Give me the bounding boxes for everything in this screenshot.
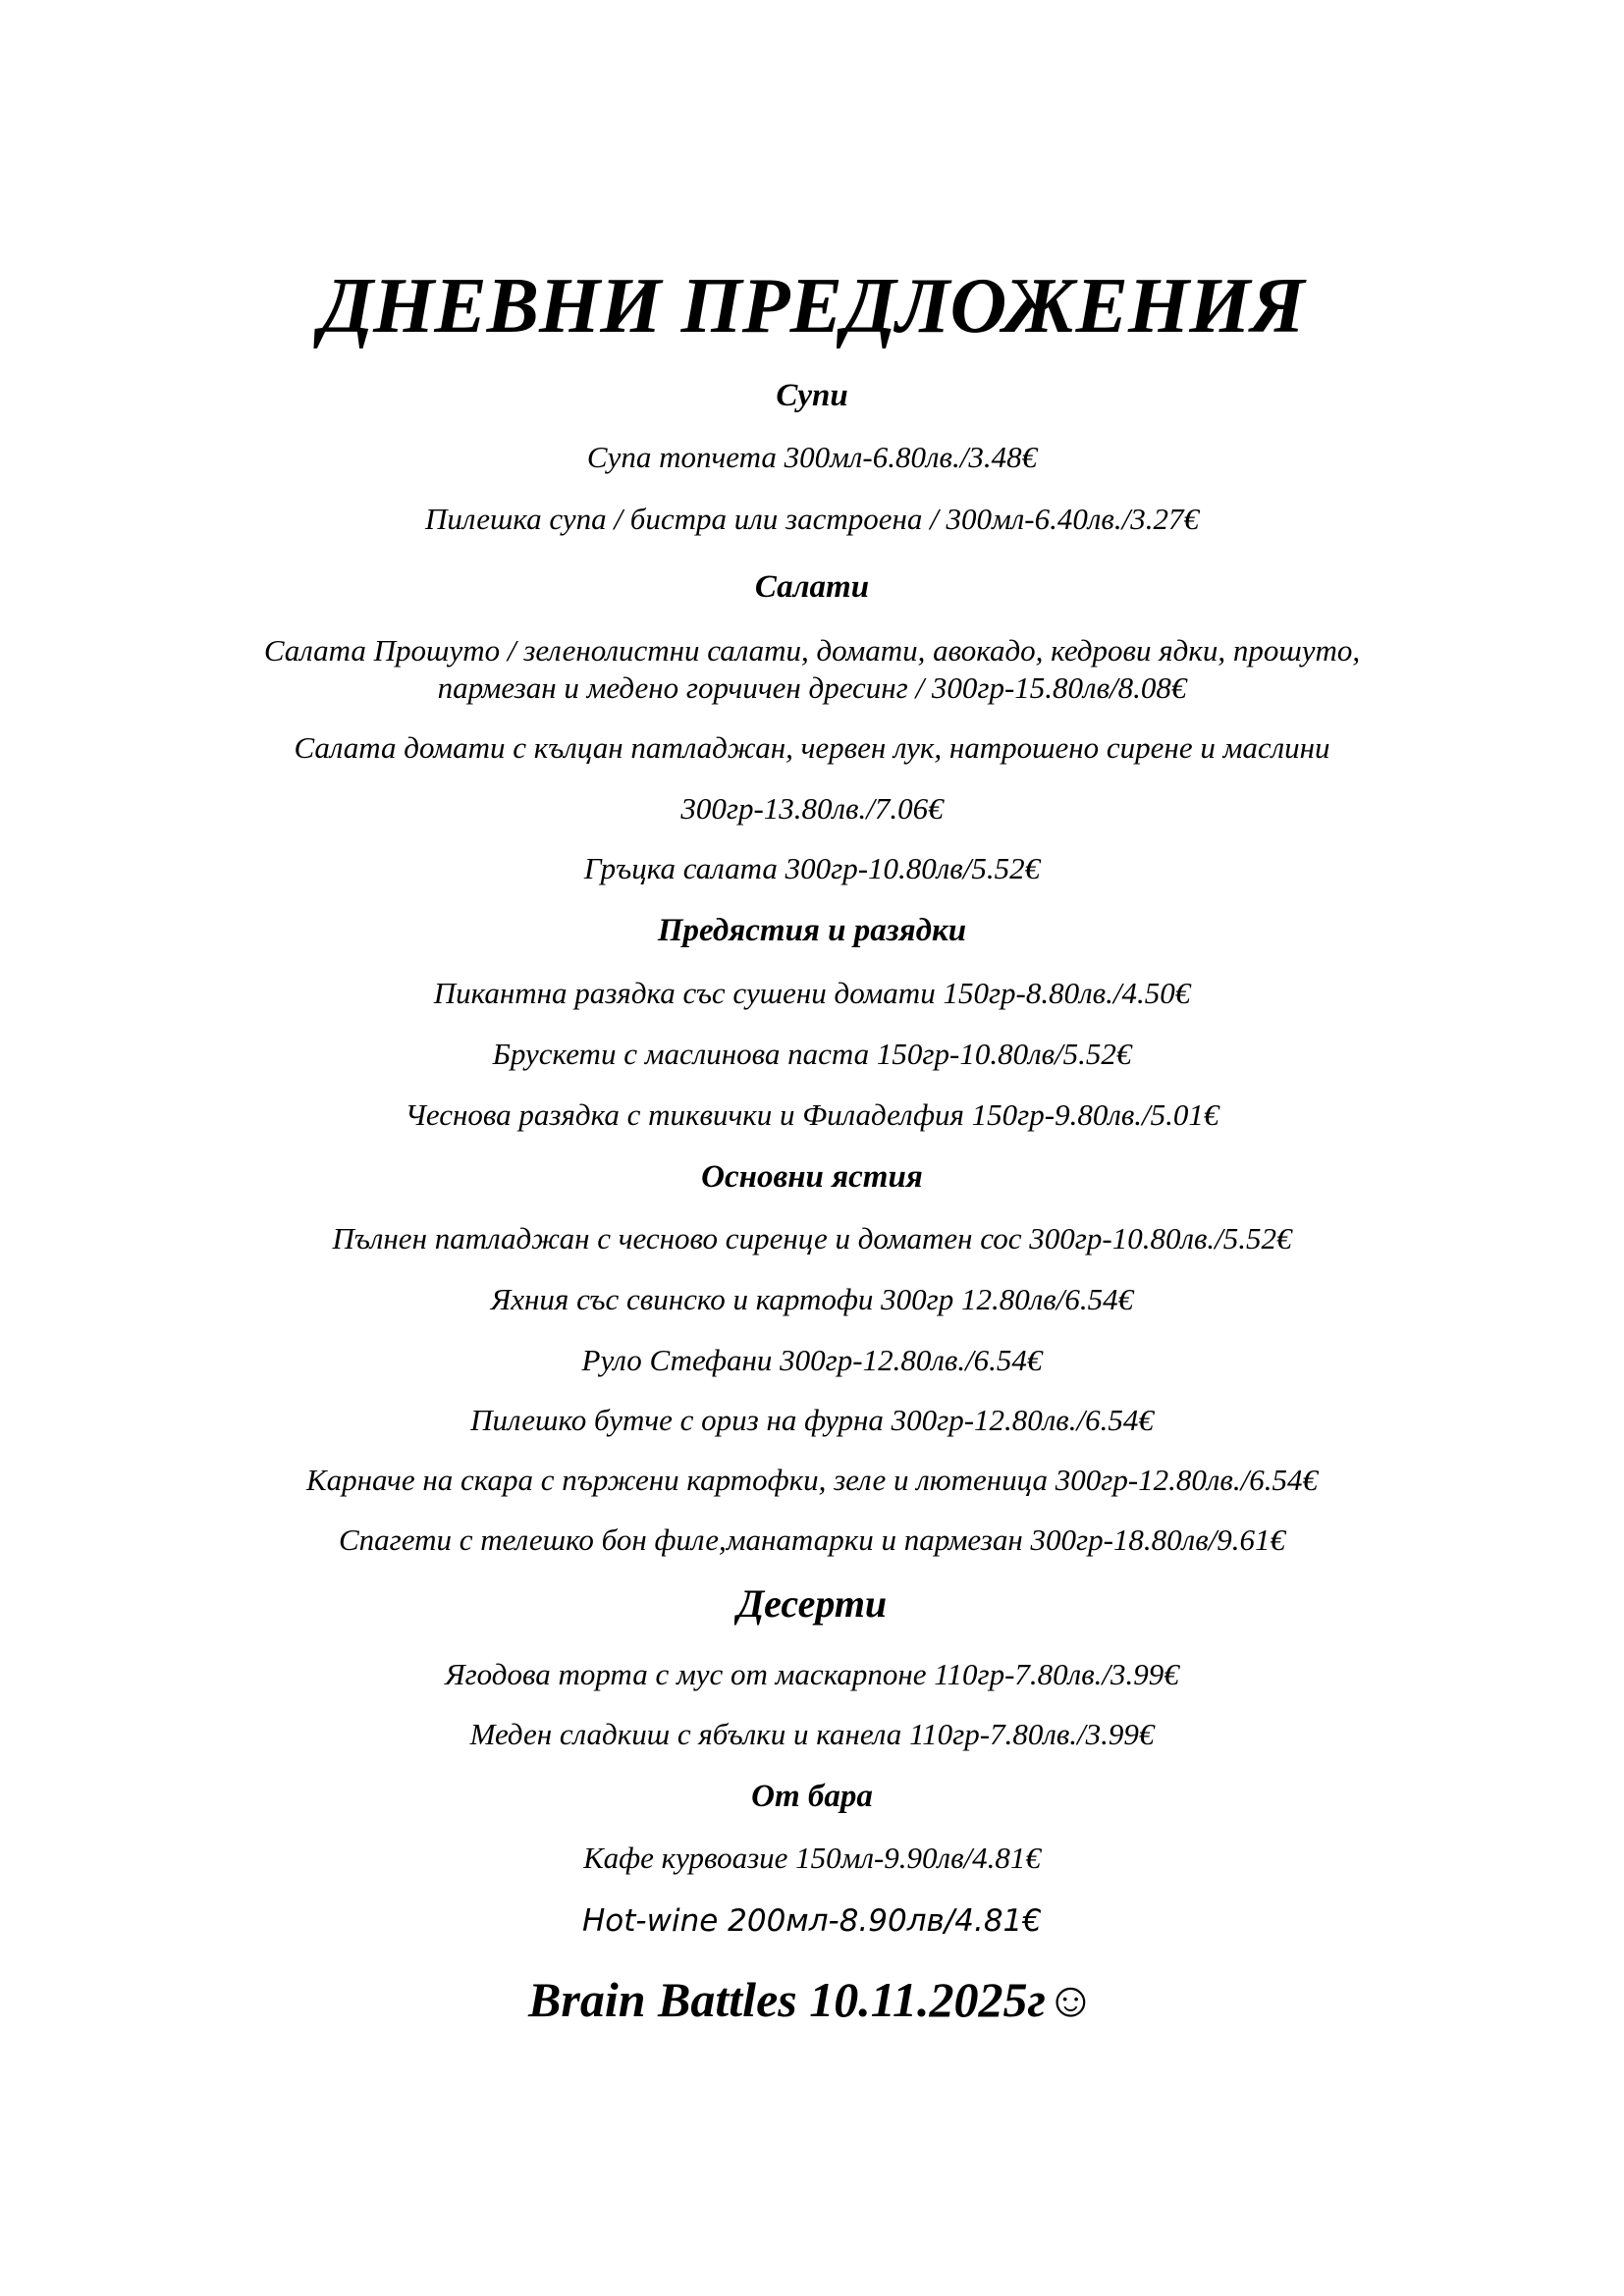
section-heading-soups: Супи <box>776 378 848 413</box>
menu-item: Пълнен патладжан с чесново сиренце и доматен сос 300гр-10.80лв./5.52€ <box>332 1221 1292 1255</box>
menu-item: Салата Прошуто / зеленолистни салати, домати, авокадо, кедрови ядки, прошуто, <box>263 633 1361 667</box>
menu-item: Чеснова разядка с тиквички и Филаделфия 150гр-9.80лв./5.01€ <box>405 1097 1219 1132</box>
event-footer: Brain Battles 10.11.2025г☺ <box>528 1972 1096 2027</box>
menu-item: Супа топчета 300мл-6.80лв./3.48€ <box>586 440 1038 474</box>
menu-item: Брускети с маслинова паста 150гр-10.80лв/5.52€ <box>492 1037 1132 1071</box>
section-heading-desserts: Десерти <box>736 1581 888 1626</box>
section-heading-bar: От бара <box>751 1779 873 1814</box>
menu-item: Пилешка супа / бистра или застроена / 300мл-6.40лв./3.27€ <box>425 502 1199 536</box>
menu-item: Спагети с телешко бон филе,манатарки и пармезан 300гр-18.80лв/9.61€ <box>338 1522 1286 1557</box>
menu-item: Меден сладкиш с ябълки и канела 110гр-7.80лв./3.99€ <box>469 1717 1155 1751</box>
menu-item: Карначе на скара с пържени картофки, зеле и лютеница 300гр-12.80лв./6.54€ <box>306 1463 1318 1497</box>
page-title: ДНЕВНИ ПРЕДЛОЖЕНИЯ <box>319 263 1305 349</box>
menu-item: Руло Стефани 300гр-12.80лв./6.54€ <box>581 1343 1043 1377</box>
section-heading-starters: Предястия и разядки <box>657 913 967 948</box>
menu-item: Кафе курвоазие 150мл-9.90лв/4.81€ <box>583 1841 1041 1875</box>
menu-item: Гръцка салата 300гр-10.80лв/5.52€ <box>583 851 1041 885</box>
menu-item: Пилешко бутче с ориз на фурна 300гр-12.80лв./6.54€ <box>470 1403 1154 1437</box>
menu-item: Пикантна разядка със сушени домати 150гр-8.80лв./4.50€ <box>433 976 1191 1010</box>
menu-item: Яхния със свинско и картофи 300гр 12.80лв/6.54€ <box>490 1282 1134 1316</box>
section-heading-salads: Салати <box>754 569 870 605</box>
menu-item: Hot-wine 200мл-8.90лв/4.81€ <box>581 1903 1042 1939</box>
menu-item: 300гр-13.80лв./7.06€ <box>680 791 944 826</box>
menu-item: пармезан и медено горчичен дресинг / 300гр-15.80лв/8.08€ <box>437 670 1187 705</box>
section-heading-mains: Основни ястия <box>701 1159 923 1195</box>
menu-item: Ягодова торта с мус от маскарпоне 110гр-7.80лв./3.99€ <box>445 1657 1179 1691</box>
menu-item: Салата домати с кълцан патладжан, червен лук, натрошено сирене и маслини <box>294 730 1330 765</box>
